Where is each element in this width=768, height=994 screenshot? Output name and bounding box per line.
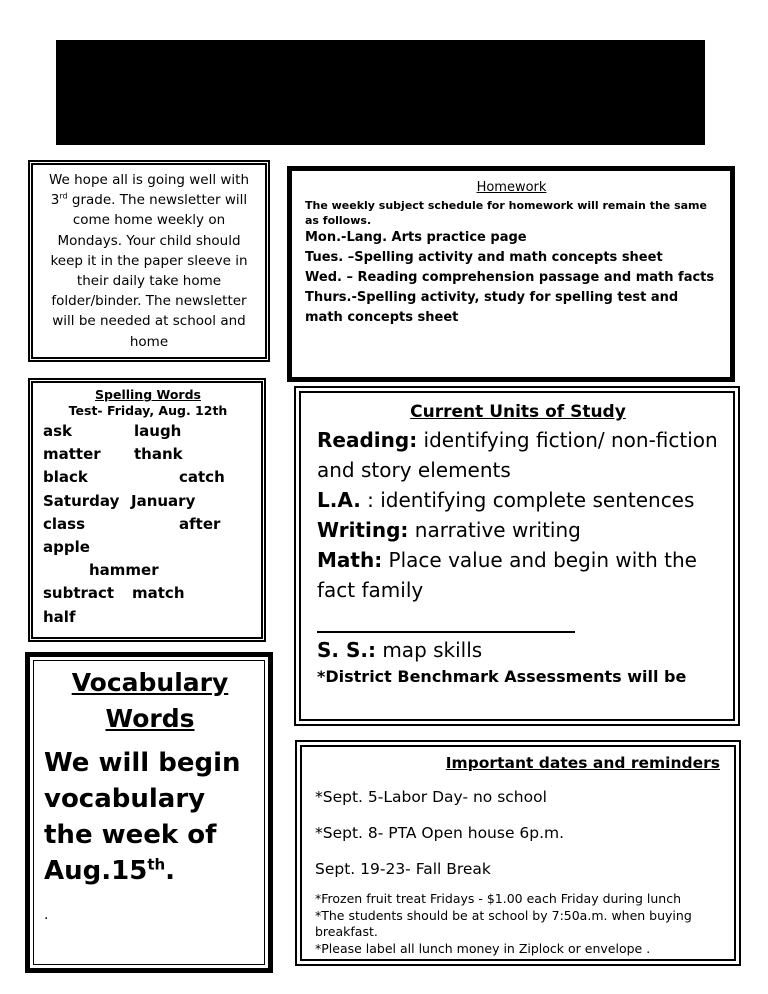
units-district-note: *District Benchmark Assessments will be — [317, 667, 687, 686]
units-ss — [317, 635, 719, 665]
spelling-row — [43, 443, 253, 466]
vocabulary-end: . — [165, 856, 176, 886]
units-ss-label: S. S.: — [317, 638, 376, 662]
spelling-row — [43, 466, 253, 489]
spelling-row — [43, 559, 253, 582]
units-reading-label: Reading: — [317, 428, 418, 452]
spelling-word: class — [43, 514, 86, 533]
vocabulary-box — [25, 652, 273, 973]
spelling-word: thank — [134, 445, 183, 464]
spelling-test-date: Test- Friday, Aug. 12th — [68, 403, 228, 418]
dates-note: *Frozen fruit treat Fridays - $1.00 each Friday during lunch — [315, 891, 681, 906]
units-reading-text: identifying fiction/ non-fiction and story elements — [317, 428, 718, 482]
homework-line-tues: Tues. –Spelling activity and math concepts sheet — [305, 250, 663, 265]
intro-text-sup: rd — [59, 191, 68, 201]
spelling-row — [43, 606, 253, 629]
dates-item: Sept. 19-23- Fall Break — [315, 860, 491, 878]
units-la-text: : identifying complete sentences — [360, 488, 695, 512]
spelling-word: apple — [43, 537, 90, 556]
units-math-label: Math: — [317, 548, 383, 572]
spelling-word: half — [43, 607, 76, 626]
units-title: Current Units of Study — [410, 402, 626, 422]
homework-title: Homework — [476, 180, 547, 195]
units-ss-text: map skills — [375, 638, 483, 662]
dates-note: *Please label all lunch money in Ziplock or envelope . — [315, 940, 651, 956]
homework-line-thurs: Thurs.-Spelling activity, study for spelling test and math concepts sheet — [305, 290, 679, 325]
units-divider — [317, 605, 575, 633]
dates-item: *Sept. 8- PTA Open house 6p.m. — [315, 824, 565, 842]
spelling-row — [43, 582, 253, 605]
dates-box — [295, 740, 741, 966]
dates-note: *The students should be at school by 7:50a.m. when buying breakfast. — [315, 907, 692, 939]
spelling-row — [43, 513, 253, 536]
spelling-word: after — [179, 514, 221, 533]
vocabulary-text: We will begin vocabulary the week of Aug.15 — [44, 748, 241, 886]
spelling-word: laugh — [134, 422, 182, 440]
homework-line-mon: Mon.-Lang. Arts practice page — [305, 230, 527, 245]
spelling-word: subtract — [43, 584, 115, 603]
spelling-word: January — [131, 491, 196, 510]
intro-text-b: grade. The newsletter will come home weekly on Mondays. Your child should keep it in the paper sleeve in their daily take home folder/binder. The newsletter will be needed at school and home — [50, 192, 248, 350]
units-box — [294, 386, 740, 726]
spelling-word: ask — [43, 422, 73, 440]
units-reading — [317, 425, 719, 485]
units-writing-label: Writing: — [317, 518, 409, 542]
units-writing-text: narrative writing — [408, 518, 581, 542]
intro-text-a: We hope all is going well with 3 — [48, 172, 250, 209]
homework-intro: The weekly subject schedule for homework will remain the same as follows. — [305, 199, 707, 227]
units-la-label: L.A. — [317, 488, 361, 512]
spelling-word: black — [43, 468, 88, 487]
spelling-word: matter — [43, 445, 101, 464]
spelling-title: Spelling Words — [95, 387, 201, 402]
vocabulary-body — [44, 745, 256, 889]
intro-box — [28, 160, 270, 362]
vocabulary-title-line1: Vocabulary — [71, 668, 229, 697]
dates-title: Important dates and reminders — [445, 754, 720, 772]
spelling-row — [43, 420, 253, 443]
vocabulary-title-line2: Words — [105, 704, 195, 733]
homework-line-wed: Wed. – Reading comprehension passage and math facts — [305, 270, 715, 285]
homework-box — [287, 166, 735, 382]
vocabulary-sup: th — [147, 855, 166, 874]
units-la — [317, 485, 719, 515]
units-writing — [317, 515, 719, 545]
spelling-row — [43, 490, 253, 513]
units-math-text: Place value and begin with the fact family — [317, 548, 697, 602]
spelling-word: catch — [179, 468, 225, 487]
spelling-word: hammer — [89, 561, 159, 580]
spelling-word: match — [132, 584, 185, 603]
spelling-box — [28, 378, 266, 642]
vocabulary-title — [44, 665, 256, 737]
header-banner — [56, 40, 705, 145]
spelling-word: Saturday — [43, 491, 120, 510]
dates-item: *Sept. 5-Labor Day- no school — [315, 788, 547, 806]
spelling-row — [43, 536, 253, 559]
vocabulary-dot: . — [44, 907, 49, 923]
units-math — [317, 545, 719, 605]
